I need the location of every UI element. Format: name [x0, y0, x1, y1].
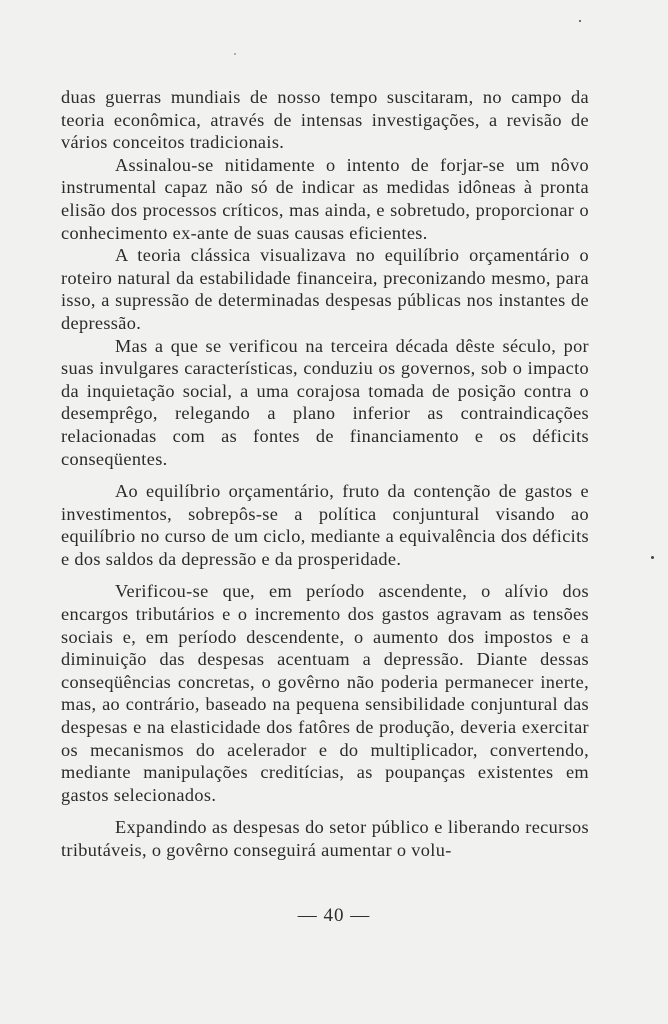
paper-speck — [579, 20, 581, 22]
paragraph-3: A teoria clássica visualizava no equilíbrio orçamentário o roteiro natural da estabilidade financeira, preconizando mesmo, para isso, a supressão de determinadas despesas públicas nos instantes de depressão. — [61, 245, 589, 333]
paragraph-6: Verificou-se que, em período ascendente, o alívio dos encargos tributários e o incremento dos gastos agravam as tensões sociais e, em período descendente, o aumento dos impostos e a diminuição das despesas acentuam a depressão. Diante dessas conseqüências concretas, o govêrno não poderia permanecer inerte, mas, ao contrário, baseado na pequena sensibilidade conjuntural das despesas e na elasticidade dos fatôres de produção, deveria exercitar os mecanismos do acelerador e do multiplicador, convertendo, mediante manipulações creditícias, as poupanças existentes em gastos selecionados. — [61, 581, 589, 805]
paragraph-7: Expandindo as despesas do setor público e liberando recursos tributáveis, o govêrno conseguirá aumentar o volu- — [61, 817, 589, 860]
paper-speck — [651, 556, 654, 559]
paper-speck — [234, 53, 236, 55]
paragraph-1: duas guerras mundiais de nosso tempo suscitaram, no campo da teoria econômica, através de intensas investigações, a revisão de vários conceitos tradicionais. — [61, 87, 589, 153]
page-body — [61, 86, 589, 862]
paragraph-5: Ao equilíbrio orçamentário, fruto da contenção de gastos e investimentos, sobrepôs-se a política conjuntural visando ao equilíbrio no curso de um ciclo, mediante a equivalência dos déficits e dos saldos da depressão e da prosperidade. — [61, 481, 589, 569]
paragraph-2: Assinalou-se nitidamente o intento de forjar-se um nôvo instrumental capaz não só de indicar as medidas idôneas à pronta elisão dos processos críticos, mas ainda, e sobretudo, proporcionar o conhecimento ex-ante de suas causas eficientes. — [61, 154, 589, 243]
paragraph-4: Mas a que se verificou na terceira década dêste século, por suas invulgares características, conduziu os governos, sob o impacto da inquietação social, a uma corajosa tomada de posição contra o desemprêgo, relegando a plano inferior as contraindicações relacionadas com as fontes de financiamento e os déficits conseqüentes. — [61, 335, 589, 469]
page-number: — 40 — — [297, 905, 371, 926]
